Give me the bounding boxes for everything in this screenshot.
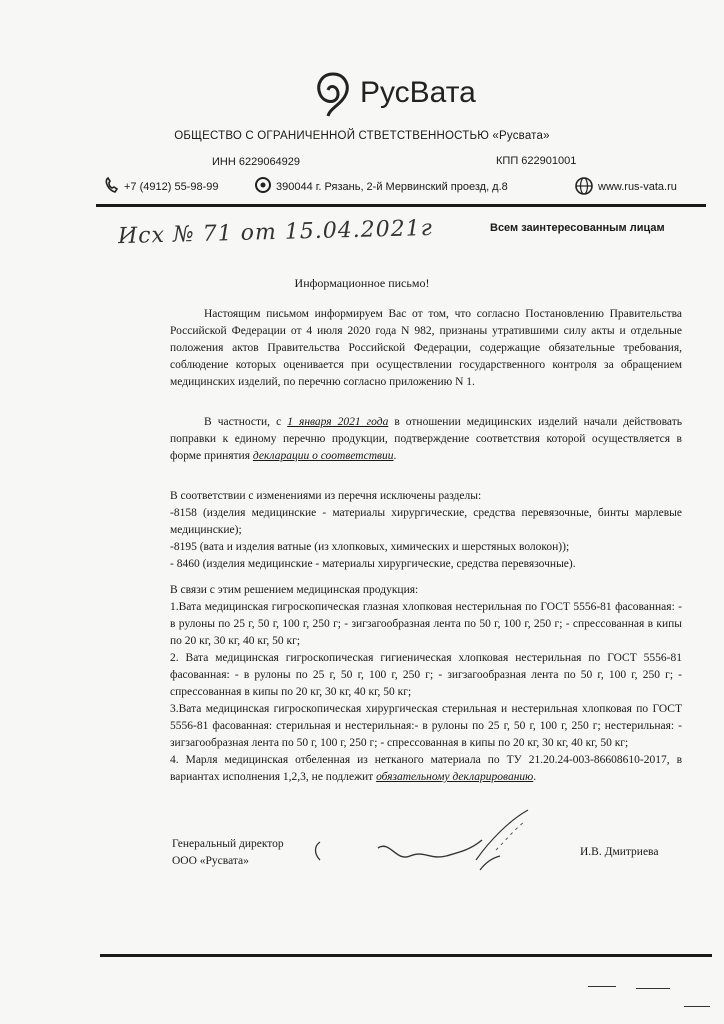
- company-logo: [308, 70, 488, 118]
- paragraph-1: Настоящим письмом информируем Вас от том, что согласно Постановлению Правительства Российской Федерации от 4 июля 2020 года N 982, признаны утратившими силу акты и отдельные положения актов Правительства Российской Федерации, содержащие обязательные требования, соблюдение которых оценивается при осуществлении государственного контроля за обращением медицинских изделий, по перечню согласно приложению N 1.: [170, 308, 682, 388]
- list-item: -8158 (изделия медицинские - материалы хирургические, средства перевязочные, бинты марлевые медицинские);: [170, 507, 682, 536]
- inn: ИНН 6229064929: [212, 156, 301, 168]
- address: 390044 г. Рязань, 2-й Мервинский проезд, д.8: [276, 181, 508, 193]
- scan-artifact: [588, 986, 616, 987]
- handwritten-signature: [300, 800, 560, 890]
- outgoing-reference: Исх № 71 от 15.04.2021г: [117, 215, 434, 250]
- phone: +7 (4912) 55-98-99: [124, 181, 219, 193]
- list-item: - 8460 (изделия медицинские - материалы хирургические, средства перевязочные).: [170, 558, 576, 570]
- list-item: 3.Вата медицинская гигроскопическая хирургическая стерильная и нестерильная хлопковая по ГОСТ 5556-81 фасованная: стерильная и нестерильная:- в рулоны по 25 г, 50 г, 100 г, 250 г; нестерильная: - зигзагообразная лента по 50 г, 100 г, 250 г; - спрессованная в кипы по 20 кг, 30 кг, 40 кг, 50 кг;: [170, 703, 682, 749]
- website: www.rus-vata.ru: [598, 181, 677, 193]
- list-item: -8195 (вата и изделия ватные (из хлопковых, химических и шерстяных волокон));: [170, 541, 570, 553]
- date-emphasis: 1 января 2021 года: [287, 416, 389, 428]
- header-divider: [96, 204, 706, 207]
- phone-icon: [104, 176, 120, 194]
- signer-name: И.В. Дмитриева: [580, 846, 659, 858]
- paragraph-4: В связи с этим решением медицинская продукция: 1.Вата медицинская гигроскопическая глазная хлопковая нестерильная по ГОСТ 5556-81 фасованная: - в рулоны по 25 г, 50 г, 100 г, 250 г; - зигзагообразная лента по 50 г, 100 г, 250 г; - спрессованная в кипы по 20 кг, 30 кг, 40 кг, 50 кг; 2. Вата медицинская гигроскопическая гигиеническая хлопковая нестерильная по ГОСТ 5556-81 фасованная: - в рулоны по 25 г, 50 г, 100 г, 250 г; - зигзагообразная лента по 50 г, 100 г, 250 г; - спрессованная в кипы по 20 кг, 30 кг, 40 кг, 50 кг; 3.Вата медицинская гигроскопическая хирургическая стерильная и нестерильная хлопковая по ГОСТ 5556-81 фасованная: стерильная и нестерильная:- в рулоны по 25 г, 50 г, 100 г, 250 г; нестерильная: - зигзагообразная лента по 50 г, 100 г, 250 г; - спрессованная в кипы по 20 кг, 30 кг, 40 кг, 50 кг; 4. Марля медицинская отбеленная из нетканого материала по ТУ 21.20.24-003-86608610-2017, в вариантах исполнения 1,2,3, не подлежит обязательному декларированию.: [170, 582, 682, 786]
- list-item: 1.Вата медицинская гигроскопическая глазная хлопковая нестерильная по ГОСТ 5556-81 фасованная: - в рулоны по 25 г, 50 г, 100 г, 250 г; - зигзагообразная лента по 50 г, 100 г, 250 г; - спрессованная в кипы по 20 кг, 30 кг, 40 кг, 50 кг;: [170, 601, 682, 647]
- letter-title: Информационное письмо!: [294, 276, 430, 290]
- signer-title: Генеральный директор ООО «Русвата»: [172, 838, 284, 867]
- footer-divider: [100, 954, 712, 957]
- kpp: КПП 622901001: [496, 155, 577, 167]
- declaration-emphasis: декларации о соответствии: [252, 450, 394, 462]
- paragraph-3: В соответствии с изменениями из перечня исключены разделы: -8158 (изделия медицинские - материалы хирургические, средства перевязочные, бинты марлевые медицинские); -8195 (вата и изделия ватные (из хлопковых, химических и шерстяных волокон)); - 8460 (изделия медицинские - материалы хирургические, средства перевязочные).: [170, 488, 682, 573]
- cotton-leaf-icon: [308, 70, 358, 120]
- list-item: 4. Марля медицинская отбеленная из нетканого материала по ТУ 21.20.24-003-86608610-2017, в вариантах исполнения 1,2,3, не подлежит обязательному декларированию.: [170, 754, 682, 783]
- list-item: 2. Вата медицинская гигроскопическая гигиеническая хлопковая нестерильная по ГОСТ 5556-81 фасованная: - в рулоны по 25 г, 50 г, 100 г, 250 г; - зигзагообразная лента по 50 г, 100 г, 250 г; - спрессованная в кипы по 20 кг, 30 кг, 40 кг, 50 кг;: [170, 652, 682, 698]
- location-pin-icon: [254, 176, 272, 196]
- mandatory-declaration-emphasis: обязательному декларированию: [376, 771, 534, 783]
- logo-text: РусВата: [360, 76, 476, 109]
- scan-artifact: [636, 988, 670, 989]
- scan-artifact: [684, 1006, 710, 1007]
- globe-icon: [574, 176, 594, 196]
- paragraph-2: В частности, с 1 января 2021 года в отношении медицинских изделий начали действовать поправки к единому перечню продукции, подтверждение соответствия которой осуществляется в форме принятия декларации о соответствии.: [170, 416, 682, 462]
- company-full-name: ОБЩЕСТВО С ОГРАНИЧЕННОЙ СТВЕТСТВЕННОСТЬЮ «Русвата»: [174, 130, 550, 142]
- addressee: Всем заинтересованным лицам: [490, 222, 665, 234]
- contacts-row: [100, 176, 700, 198]
